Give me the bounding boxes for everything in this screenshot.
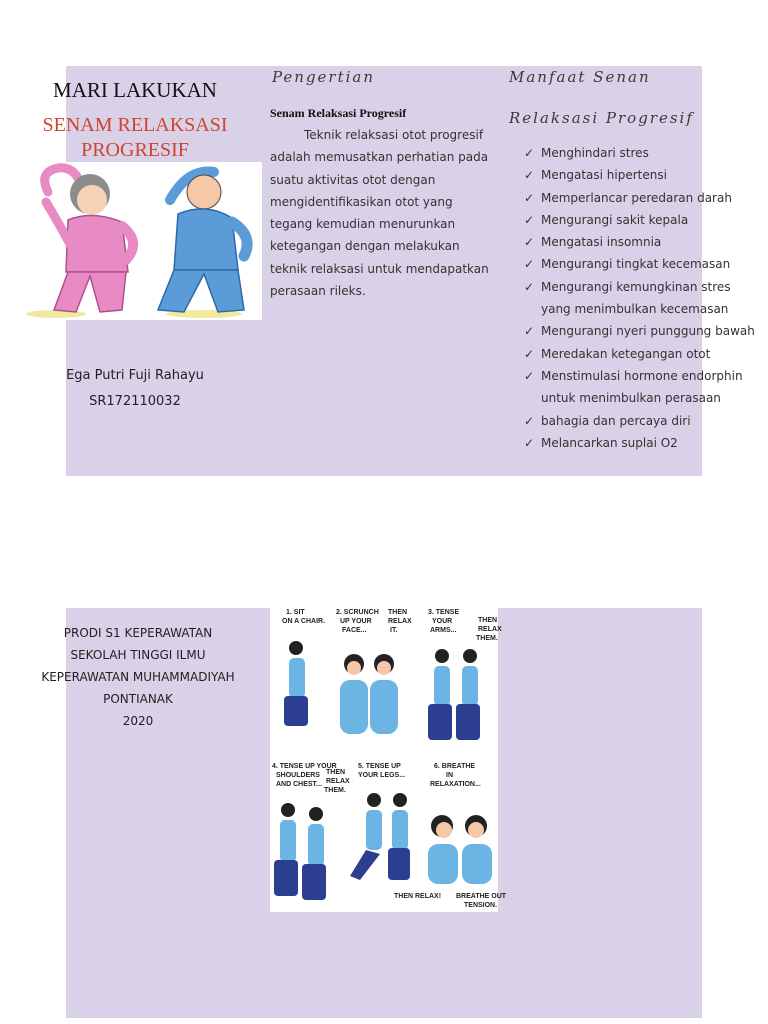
institution-block bbox=[28, 622, 248, 732]
check-icon: ✓ bbox=[524, 146, 535, 160]
benefits-list bbox=[524, 142, 760, 454]
man-figure bbox=[158, 172, 247, 318]
check-icon: ✓ bbox=[524, 413, 535, 428]
benefit-item bbox=[524, 187, 760, 209]
step-5-label-b: YOUR LEGS... bbox=[358, 772, 406, 779]
benefit-text: Menstimulasi hormone endorphin untuk menimbulkan perasaan bbox=[541, 368, 743, 406]
step-1-label-a: 1. SIT bbox=[286, 609, 305, 616]
author-id: SR172110032 bbox=[89, 394, 181, 409]
title-line-2: SENAM RELAKSASI PROGRESIF bbox=[42, 114, 228, 161]
benefit-item bbox=[524, 164, 760, 186]
check-icon: ✓ bbox=[524, 168, 535, 183]
benefit-text: Mengurangi tingkat kecemasan bbox=[541, 257, 731, 272]
check-icon: ✓ bbox=[524, 190, 535, 205]
step-6-label-b: IN bbox=[446, 772, 453, 779]
benefit-text: Menghindari stres bbox=[541, 146, 649, 160]
step-4-label-b: SHOULDERS bbox=[276, 772, 320, 779]
check-icon: ✓ bbox=[524, 324, 535, 339]
benefit-item bbox=[524, 253, 760, 275]
benefit-text: Memperlancar peredaran darah bbox=[541, 190, 732, 205]
benefit-item bbox=[524, 365, 760, 410]
definition-body-text: Teknik relaksasi otot progresif adalah memusatkan perhatian pada suatu aktivitas otot dengan mengidentifikasikan otot yang tegang kemudian menurunkan ketegangan dengan melakukan teknik relaksasi untuk mendapatkan perasaan rileks. bbox=[270, 128, 489, 299]
definition-subheading: Senam Relaksasi Progresif bbox=[270, 106, 407, 120]
benefit-item bbox=[524, 410, 760, 432]
step-2b-label-b: RELAX bbox=[388, 618, 412, 625]
benefit-item bbox=[524, 276, 760, 321]
relaxation-steps-illustration bbox=[270, 604, 507, 912]
benefit-text: Mengurangi sakit kepala bbox=[541, 212, 689, 227]
step-3-label-b: YOUR bbox=[432, 618, 453, 625]
definition-heading: Pengertian bbox=[272, 68, 376, 86]
benefit-text: Mengatasi insomnia bbox=[541, 235, 662, 250]
step-4-label-a: 4. TENSE UP YOUR bbox=[272, 763, 337, 770]
institution-year: 2020 bbox=[122, 714, 154, 728]
institution-line: PRODI S1 KEPERAWATAN bbox=[63, 626, 213, 640]
institution-line: PONTIANAK bbox=[103, 692, 173, 706]
institution-line: KEPERAWATAN MUHAMMADIYAH bbox=[41, 670, 235, 684]
step-1-label-b: ON A CHAIR. bbox=[282, 618, 326, 625]
benefit-text: Meredakan ketegangan otot bbox=[541, 346, 711, 361]
benefits-heading-line-1: Manfaat Senan bbox=[509, 68, 651, 86]
benefit-item bbox=[524, 343, 760, 365]
benefit-item bbox=[524, 432, 760, 454]
title-line-1: MARI LAKUKAN bbox=[53, 78, 217, 102]
step-3-label-c: ARMS... bbox=[430, 627, 457, 634]
step-3b-label-a: THEN bbox=[478, 617, 498, 624]
benefit-item bbox=[524, 231, 760, 253]
check-icon: ✓ bbox=[524, 346, 535, 361]
benefit-item bbox=[524, 320, 760, 342]
benefit-text: Mengurangi nyeri punggung bawah bbox=[541, 324, 755, 339]
step-6b-label-a: BREATHE OUT bbox=[456, 893, 507, 900]
elderly-exercise-illustration bbox=[18, 162, 262, 320]
step-5b-label: THEN RELAX! bbox=[394, 893, 442, 900]
check-icon: ✓ bbox=[524, 212, 535, 227]
definition-body bbox=[270, 124, 498, 302]
step-2b-label-a: THEN bbox=[388, 609, 408, 616]
step-2-label-c: FACE... bbox=[342, 627, 367, 634]
check-icon: ✓ bbox=[524, 435, 535, 450]
step-6-label-a: 6. BREATHE bbox=[434, 763, 476, 770]
benefit-text: Mengatasi hipertensi bbox=[541, 168, 667, 183]
author-name: Ega Putri Fuji Rahayu bbox=[66, 368, 204, 383]
step-2-label-b: UP YOUR bbox=[340, 618, 372, 625]
step-3b-label-c: THEM. bbox=[476, 635, 498, 642]
check-icon: ✓ bbox=[524, 368, 535, 383]
check-icon: ✓ bbox=[524, 279, 535, 294]
check-icon: ✓ bbox=[524, 257, 535, 272]
woman-figure bbox=[26, 168, 133, 318]
benefit-text: Mengurangi kemungkinan stres yang menimbulkan kecemasan bbox=[541, 279, 731, 317]
benefit-text: bahagia dan percaya diri bbox=[541, 413, 691, 428]
benefit-item bbox=[524, 209, 760, 231]
benefit-item bbox=[524, 142, 760, 164]
step-4b-label-b: RELAX bbox=[326, 778, 350, 785]
step-4b-label-a: THEN bbox=[326, 769, 346, 776]
step-5-label-a: 5. TENSE UP bbox=[358, 763, 401, 770]
step-2b-label-c: IT. bbox=[390, 627, 398, 634]
step-4-label-c: AND CHEST... bbox=[276, 781, 322, 788]
benefits-heading-line-2: Relaksasi Progresif bbox=[509, 109, 694, 127]
institution-line: SEKOLAH TINGGI ILMU bbox=[70, 648, 206, 662]
check-icon: ✓ bbox=[524, 235, 535, 250]
step-4b-label-c: THEM. bbox=[324, 787, 346, 794]
benefit-text: Melancarkan suplai O2 bbox=[541, 435, 678, 450]
step-3-label-a: 3. TENSE bbox=[428, 609, 460, 616]
step-2-label-a: 2. SCRUNCH bbox=[336, 609, 379, 616]
step-6b-label-b: TENSION. bbox=[464, 902, 498, 909]
step-6-label-c: RELAXATION... bbox=[430, 781, 481, 788]
step-3b-label-b: RELAX bbox=[478, 626, 502, 633]
